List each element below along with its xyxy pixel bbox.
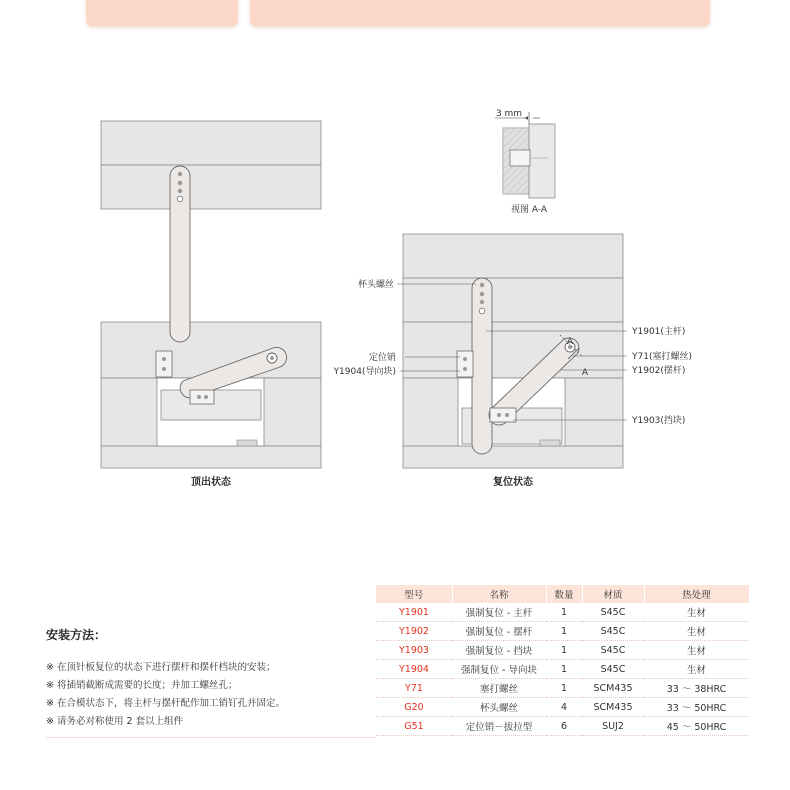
cell-qty: 1 [546,660,582,679]
cell-material: S45C [582,641,644,660]
cell-material: S45C [582,660,644,679]
dimension-label: 3 mm [495,109,523,119]
header-material: 材质 [582,585,644,603]
cell-qty: 1 [546,622,582,641]
cell-model: G51 [376,717,452,736]
header-qty: 数量 [546,585,582,603]
spec-table [376,585,750,736]
screw-icon [162,357,166,361]
header-name: 名称 [452,585,546,603]
pivot-screw-icon [270,356,274,360]
label-swing-rod: Y1902(摆杆) [632,366,686,376]
cell-name: 强制复位 - 挡块 [452,641,546,660]
cell-qty: 1 [546,603,582,622]
cell-model: Y1904 [376,660,452,679]
reset-state-diagram [333,234,692,488]
install-instructions [46,626,376,733]
cell-name: 强制复位 - 导向块 [452,660,546,679]
screw-icon [463,357,467,361]
install-step: ※ 在合模状态下，将主杆与摆杆配作加工销钉孔并固定。 [46,698,285,709]
screw-icon [162,367,166,371]
install-title: 安装方法： [46,628,107,642]
header-heat-treatment: 热处理 [644,585,749,603]
cell-heat-treatment: 生材 [644,660,749,679]
screw-icon [480,292,484,296]
screw-icon [178,172,182,176]
label-guide-block: Y1904(导向块) [333,367,396,377]
cell-name: 定位销－拔拉型 [452,717,546,736]
bottom-plate [101,446,321,468]
cell-model: Y1901 [376,603,452,622]
screw-icon [178,181,182,185]
cell-heat-treatment: 生材 [644,622,749,641]
screw-icon [177,196,183,202]
table-row [376,603,749,622]
section-adjacent-plate [529,124,555,198]
mold-plate-a [101,322,321,378]
stop-pin [540,440,560,446]
label-locating-pin: 定位销 [368,353,396,363]
table-row [376,660,749,679]
top-plate-lower [101,165,321,209]
cell-name: 杯头螺丝 [452,698,546,717]
section-view-aa [495,109,555,215]
cell-material: S45C [582,603,644,622]
install-step: ※ 请务必对称使用 2 套以上组件 [46,716,184,727]
cell-model: Y71 [376,679,452,698]
cell-heat-treatment: 生材 [644,603,749,622]
table-row [376,717,749,736]
screw-icon [178,189,182,193]
screw-icon [505,413,509,417]
cell-model: Y1902 [376,622,452,641]
screw-icon [463,367,467,371]
label-cup-screw: 杯头螺丝 [357,280,394,290]
screw-icon [480,283,484,287]
cell-material: SUJ2 [582,717,644,736]
stop-pin [237,440,257,446]
cell-qty: 6 [546,717,582,736]
cell-material: SCM435 [582,698,644,717]
cell-heat-treatment: 33 ～ 50HRC [644,698,749,717]
label-main-rod: Y1901(主杆) [632,327,686,337]
cell-model: Y1903 [376,641,452,660]
cell-heat-treatment: 45 ～ 50HRC [644,717,749,736]
stop-block [490,408,516,422]
cell-qty: 1 [546,679,582,698]
screw-icon [479,308,485,314]
stop-block [190,390,214,404]
top-plate-lower [403,278,623,322]
bottom-plate [403,446,623,468]
screw-icon [197,395,201,399]
table-row [376,679,749,698]
label-plug-screw: Y71(塞打螺丝) [632,352,692,362]
cell-heat-treatment: 33 ～ 38HRC [644,679,749,698]
mold-plate-a [403,322,623,378]
table-row [376,641,749,660]
main-rod [472,278,492,454]
screw-icon [204,395,208,399]
section-view-caption: 视图 A-A [510,205,548,215]
install-step: ※ 在顶针板复位的状态下进行摆杆和摆杆档块的安装； [46,662,276,673]
section-screw-head [510,150,530,166]
reset-state-caption: 复位状态 [493,477,533,488]
label-stop-block: Y1903(挡块) [632,416,686,426]
ejection-state-diagram [101,121,321,488]
guide-block [156,351,172,377]
ejection-state-caption: 顶出状态 [191,477,231,488]
cell-qty: 4 [546,698,582,717]
header-model: 型号 [376,585,452,603]
section-marker-a-bottom: A [581,368,589,378]
top-plate-upper [101,121,321,165]
top-plate-upper [403,234,623,278]
table-row [376,622,749,641]
cell-qty: 1 [546,641,582,660]
table-row [376,698,749,717]
screw-icon [497,413,501,417]
cell-model: G20 [376,698,452,717]
section-marker-a-top: A [566,337,574,347]
cell-material: S45C [582,622,644,641]
cell-name: 强制复位 - 主杆 [452,603,546,622]
cell-heat-treatment: 生材 [644,641,749,660]
cell-name: 强制复位 - 摆杆 [452,622,546,641]
table-header-row [376,585,749,603]
screw-icon [480,300,484,304]
install-step: ※ 将插销截断成需要的长度；并加工螺丝孔； [46,680,238,691]
cell-name: 塞打螺丝 [452,679,546,698]
guide-block [457,351,473,377]
divider [46,737,376,738]
cell-material: SCM435 [582,679,644,698]
